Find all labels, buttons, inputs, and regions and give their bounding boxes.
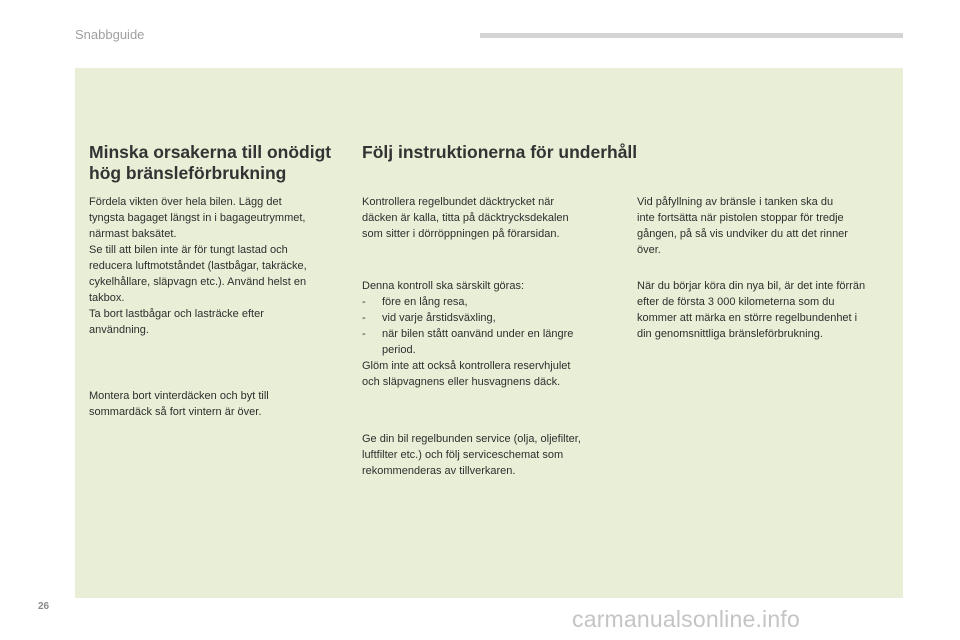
middle-paragraph-3 <box>362 431 581 479</box>
text-line: Se till att bilen inte är för tungt lastad och <box>89 244 288 256</box>
left-heading-line-2: hög bränsleförbrukning <box>89 163 287 183</box>
bullet-dash: - <box>362 296 366 308</box>
text-line: däcken är kalla, titta på däcktrycksdekalen <box>362 212 569 224</box>
left-paragraph-2 <box>89 388 269 420</box>
bullet-continuation: period. <box>382 344 416 356</box>
text-line: gången, på så vis undviker du att det rinner <box>637 228 848 240</box>
text-line: reducera luftmotståndet (lastbågar, takräcke, <box>89 260 307 272</box>
text-line: rekommenderas av tillverkaren. <box>362 465 516 477</box>
text-line: takbox. <box>89 292 125 304</box>
left-paragraph-1 <box>89 194 307 338</box>
bullet-text: före en lång resa, <box>382 296 468 308</box>
text-line: När du börjar köra din nya bil, är det inte förrän <box>637 280 866 292</box>
middle-paragraph-2 <box>362 278 573 390</box>
text-line: sommardäck så fort vintern är över. <box>89 406 262 418</box>
left-heading <box>89 142 331 184</box>
bullet-item <box>362 310 573 326</box>
header-divider-bar <box>480 33 903 38</box>
text-line: din genomsnittliga bränsleförbrukning. <box>637 328 823 340</box>
bullet-text: vid varje årstidsväxling, <box>382 312 496 324</box>
left-heading-line-1: Minska orsakerna till onödigt <box>89 142 332 162</box>
text-line: över. <box>637 244 661 256</box>
text-line: Vid påfyllning av bränsle i tanken ska du <box>637 196 834 208</box>
bullet-item <box>362 326 573 342</box>
page-number: 26 <box>38 601 50 612</box>
text-line: användning. <box>89 324 149 336</box>
text-line: Kontrollera regelbundet däcktrycket när <box>362 196 554 208</box>
text-line: efter de första 3 000 kilometerna som du <box>637 296 835 308</box>
text-line: Denna kontroll ska särskilt göras: <box>362 280 525 292</box>
text-line: Ge din bil regelbunden service (olja, oljefilter, <box>362 433 581 445</box>
text-line: tyngsta bagaget längst in i bagageutrymmet, <box>89 212 306 224</box>
text-line: kommer att märka en större regelbundenhet i <box>637 312 858 324</box>
text-line: cykelhållare, släpvagn etc.). Använd helst en <box>89 276 307 288</box>
right-paragraph-2 <box>637 278 865 342</box>
text-line: Ta bort lastbågar och lasträcke efter <box>89 308 264 320</box>
text-line: Fördela vikten över hela bilen. Lägg det <box>89 196 282 208</box>
bullet-dash: - <box>362 312 366 324</box>
header-section-title: Snabbguide <box>75 27 145 42</box>
text-line: som sitter i dörröppningen på förarsidan. <box>362 228 560 240</box>
text-line: närmast baksätet. <box>89 228 177 240</box>
text-line: Montera bort vinterdäcken och byt till <box>89 390 269 402</box>
right-paragraph-1 <box>637 194 848 258</box>
middle-heading: Följ instruktionerna för underhåll <box>362 142 638 162</box>
text-line: och släpvagnens eller husvagnens däck. <box>362 376 561 388</box>
text-line: luftfilter etc.) och följ serviceschemat som <box>362 449 564 461</box>
bullet-text: när bilen stått oanvänd under en längre <box>382 328 574 340</box>
watermark-text: carmanualsonline.info <box>572 606 800 632</box>
bullet-dash: - <box>362 328 366 340</box>
text-line: inte fortsätta när pistolen stoppar för tredje <box>637 212 844 224</box>
text-line: Glöm inte att också kontrollera reservhjulet <box>362 360 571 372</box>
middle-paragraph-1 <box>362 194 569 242</box>
bullet-item <box>362 294 573 310</box>
